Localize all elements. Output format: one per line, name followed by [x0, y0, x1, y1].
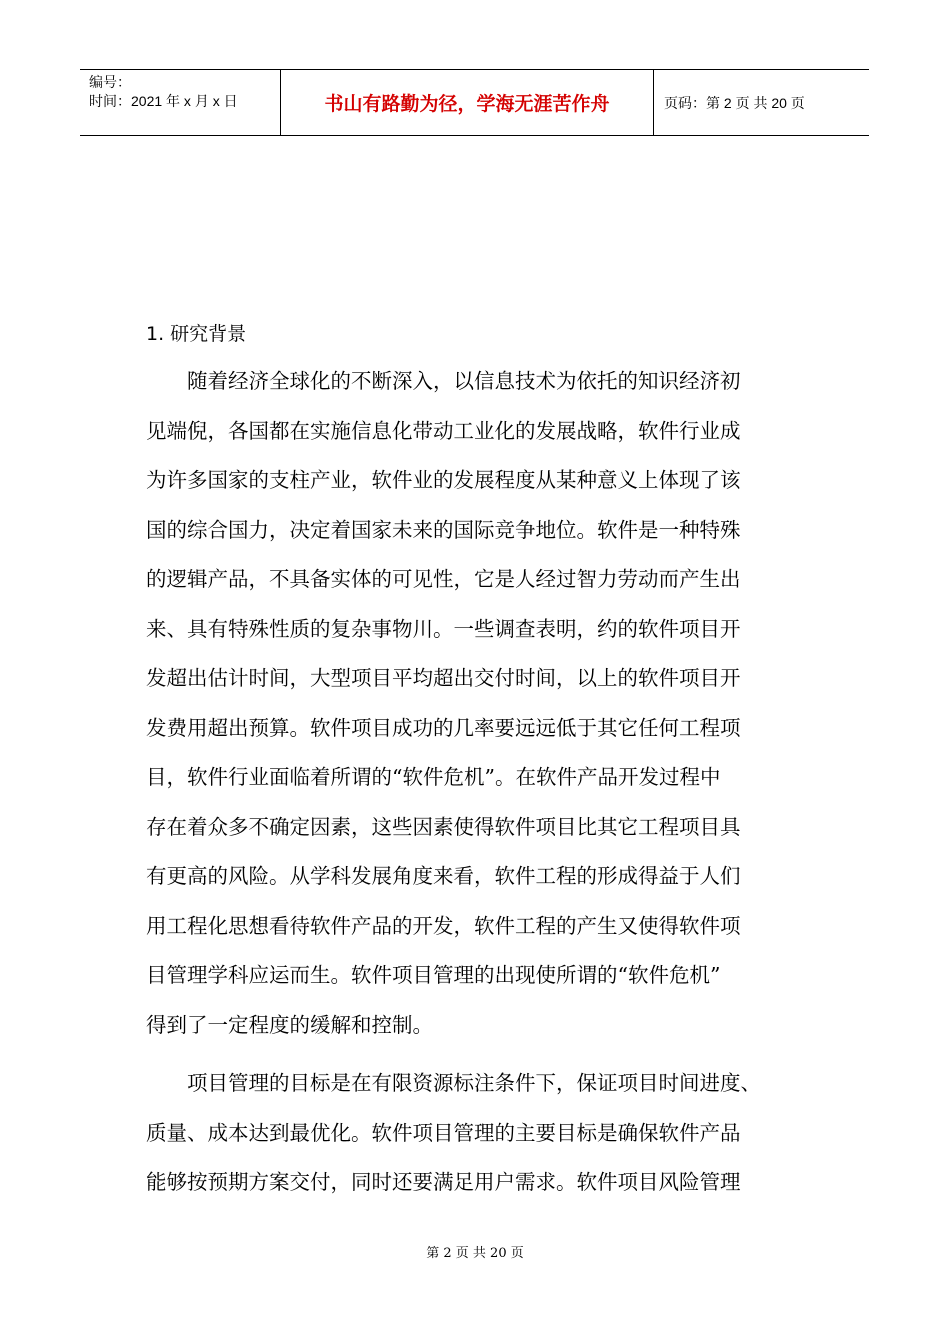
text-line: 见端倪，各国都在实施信息化带动工业化的发展战略，软件行业成 — [146, 418, 741, 443]
text-line: 用工程化思想看待软件产品的开发，软件工程的产生又使得软件项 — [146, 913, 741, 938]
text-line: 来、具有特殊性质的复杂事物川。一些调查表明，约的软件项目开 — [146, 616, 741, 641]
header-motto: 书山有路勤为径，学海无涯苦作舟 — [324, 93, 610, 115]
text-line: 随着经济全球化的不断深入，以信息技术为依托的知识经济初 — [187, 369, 741, 393]
text-line: 目，软件行业面临着所谓的“软件危机”。在软件产品开发过程中 — [146, 765, 721, 789]
text-line: 国的综合国力，决定着国家未来的国际竞争地位。软件是一种特殊 — [146, 517, 741, 542]
page-footer: 第 2 页 共 20 页 — [426, 1246, 524, 1261]
document-date-label: 时间：2021 年 x 月 x 日 — [89, 93, 238, 109]
text-line: 项目管理的目标是在有限资源标注条件下，保证项目时间进度、 — [187, 1071, 761, 1095]
text-line: 为许多国家的支柱产业，软件业的发展程度从某种意义上体现了该 — [146, 468, 741, 492]
text-line: 发费用超出预算。软件项目成功的几率要远远低于其它任何工程项 — [146, 715, 741, 740]
document-header — [80, 69, 869, 136]
text-line: 发超出估计时间，大型项目平均超出交付时间，以上的软件项目开 — [146, 666, 741, 690]
paragraph-project-management-goal — [146, 1059, 846, 1208]
text-line: 得到了一定程度的缓解和控制。 — [146, 1012, 433, 1037]
text-line: 存在着众多不确定因素，这些因素使得软件项目比其它工程项目具 — [146, 814, 741, 839]
text-line: 的逻辑产品，不具备实体的可见性，它是人经过智力劳动而产生出 — [146, 567, 741, 591]
header-motto-cell — [281, 70, 654, 135]
header-page-label: 页码：第 2 页 共 20 页 — [664, 95, 805, 111]
text-line: 有更高的风险。从学科发展角度来看，软件工程的形成得益于人们 — [146, 864, 741, 888]
paragraph-research-background — [146, 357, 846, 1050]
text-line: 质量、成本达到最优化。软件项目管理的主要目标是确保软件产品 — [146, 1120, 741, 1145]
text-line: 能够按预期方案交付，同时还要满足用户需求。软件项目风险管理 — [146, 1170, 741, 1194]
text-line: 目管理学科应运而生。软件项目管理的出现使所谓的“软件危机” — [146, 963, 721, 987]
header-page-cell — [654, 70, 869, 135]
document-number-label: 编号： — [89, 74, 131, 90]
header-info-cell — [80, 70, 281, 135]
section-heading: 1. 研究背景 — [146, 323, 247, 345]
